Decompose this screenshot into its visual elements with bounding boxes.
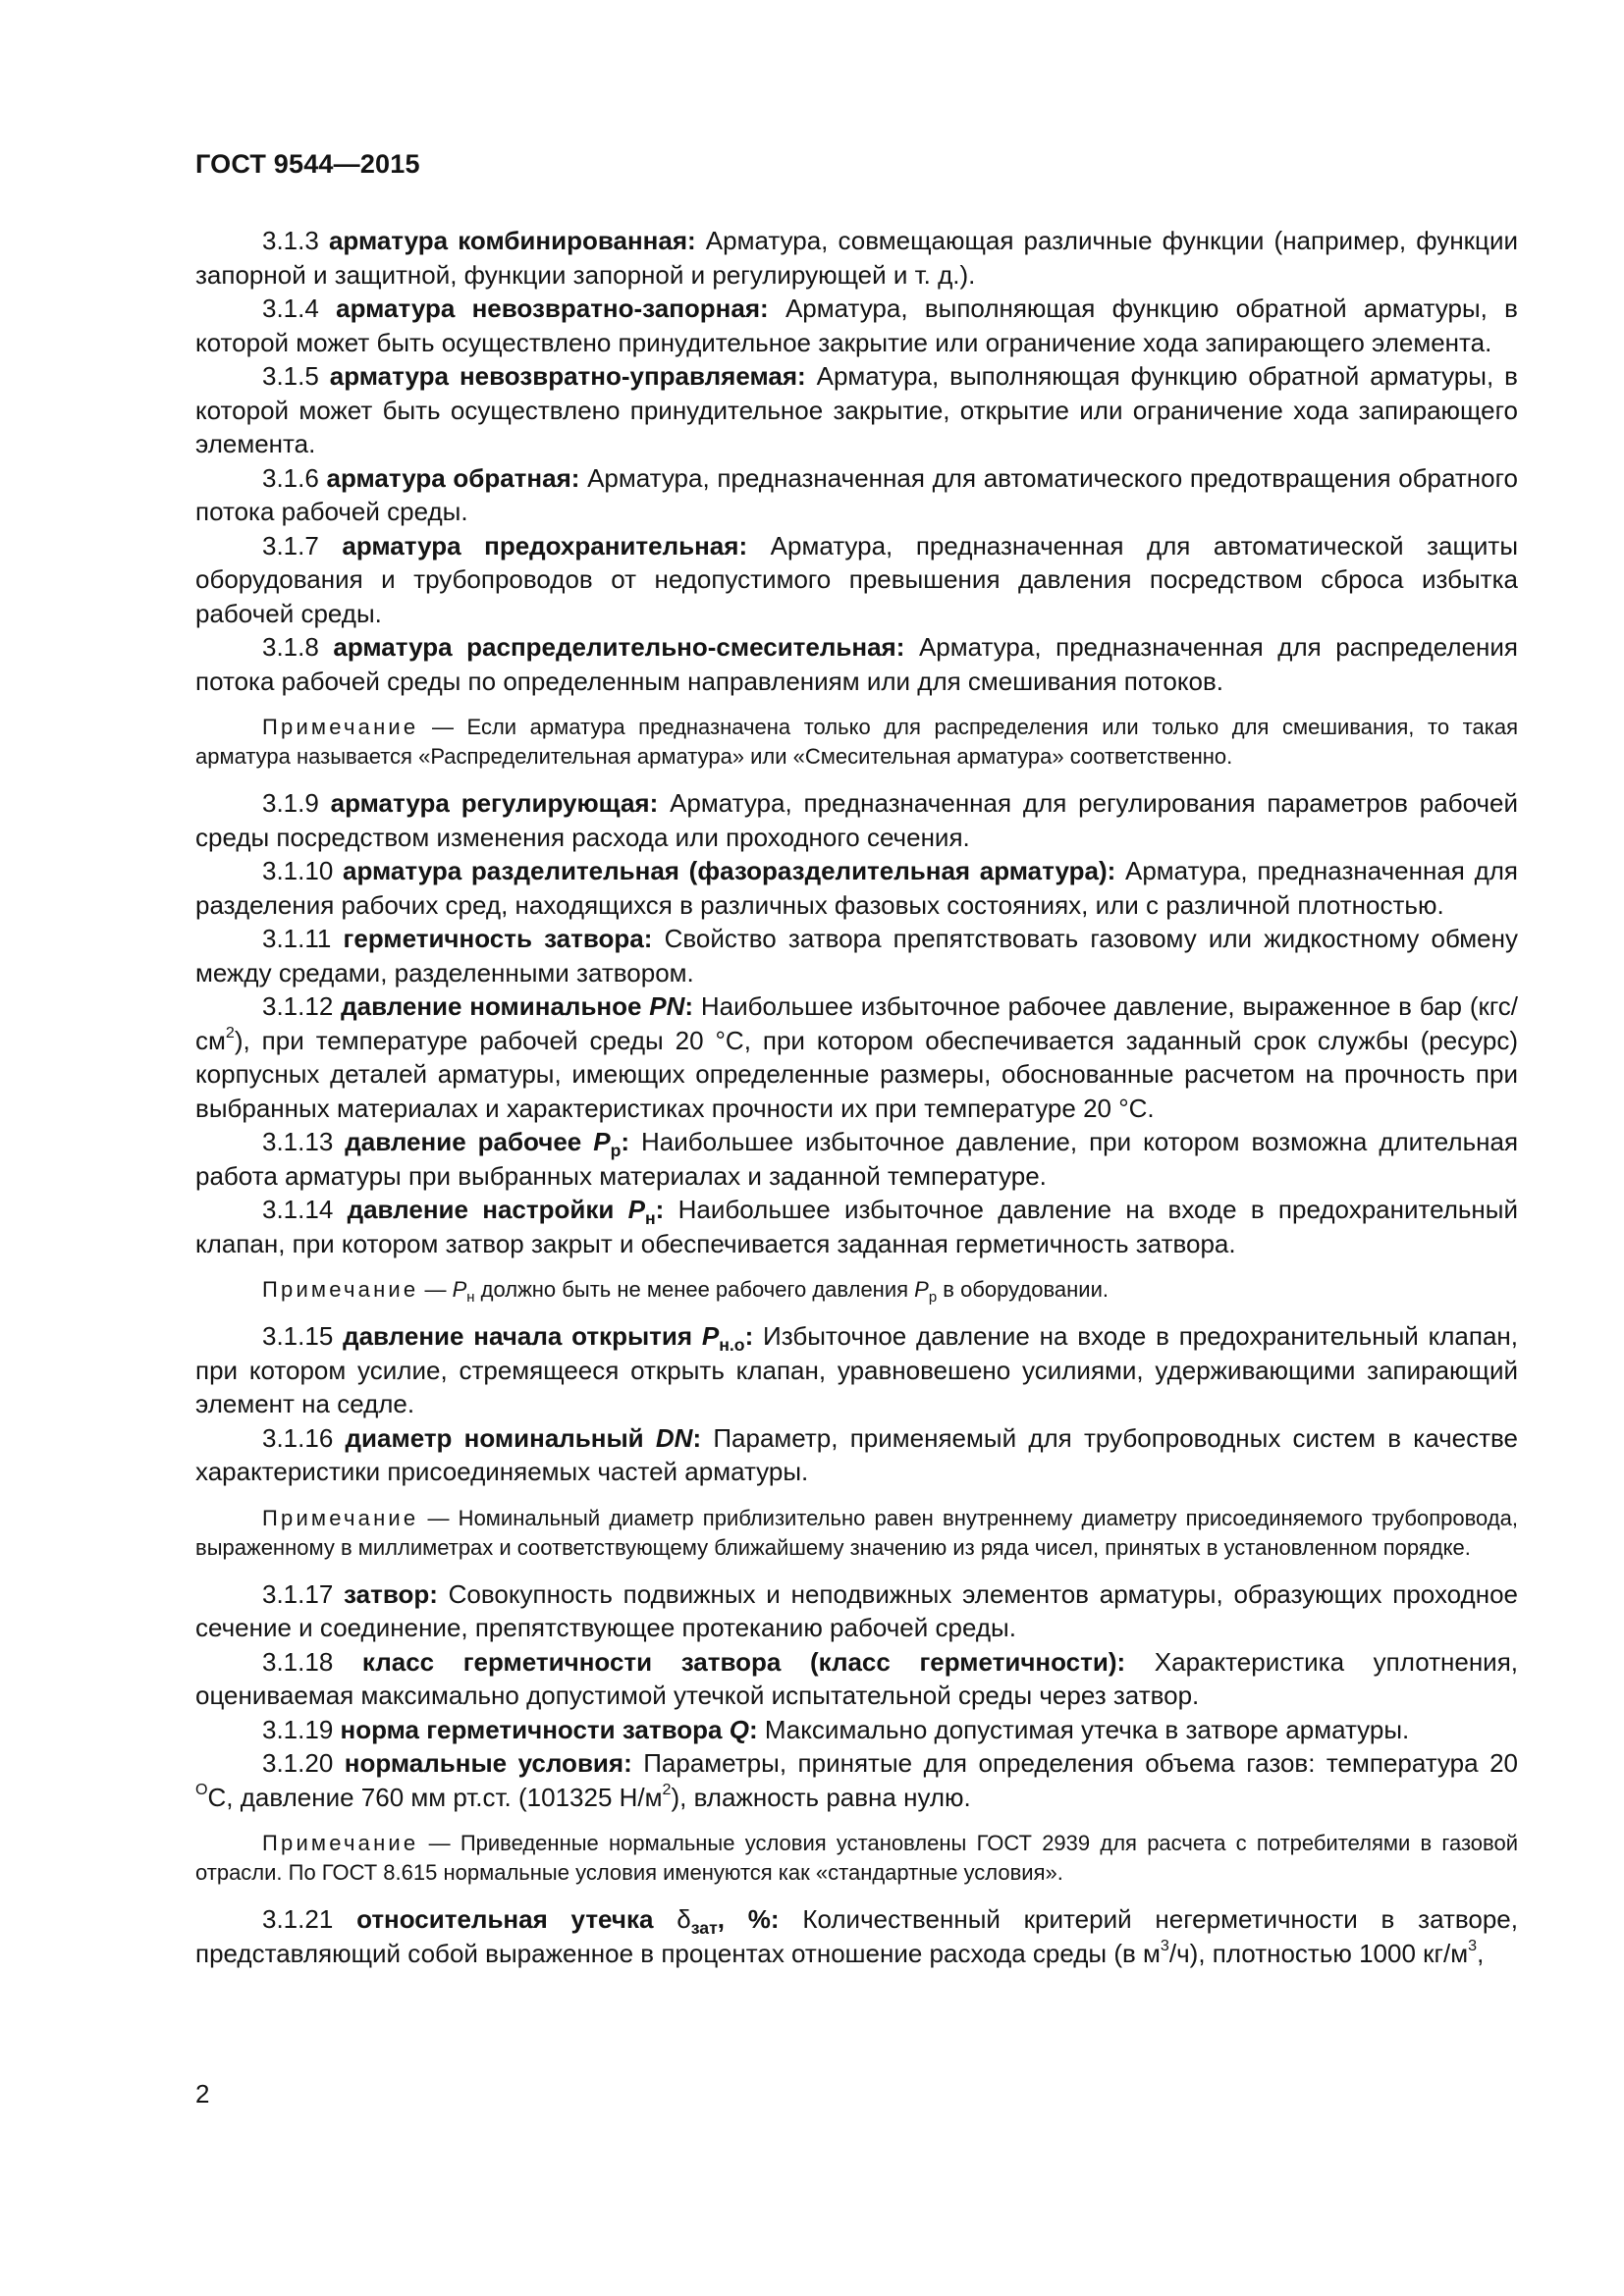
note-label: Примечание <box>262 1277 419 1302</box>
clause-3-1-19: 3.1.19 норма герметичности затвора Q: Максимально допустимая утечка в затворе арматуры. <box>262 1714 1410 1744</box>
note-label: Примечание <box>262 1831 419 1855</box>
clause-3-1-18: 3.1.18 класс герметичности затвора (класс герметичности): Характеристика уплотнения, оцениваемая максимально допустимой утечкой испытательной среды через затвор. <box>195 1646 1518 1710</box>
term: герметичность затвора: <box>343 924 653 953</box>
document-header: ГОСТ 9544—2015 <box>195 149 420 179</box>
clause-3-1-20: 3.1.20 нормальные условия: Параметры, принятые для определения объема газов: температура 20 $^О$С, давление 760 мм рт.ст. (101325 $Н/м^2$), влажность равна нулю. <box>195 1748 1519 1812</box>
clause-3-1-5: 3.1.5 арматура невозвратно-управляемая: Арматура, выполняющая функцию обратной арматуры, в которой может быть осуществлено принудительное закрытие, открытие или ограничение хода запирающего элемента. <box>195 361 1518 458</box>
term: давление настройки $P_н$: <box>347 1195 665 1229</box>
note-3-1-20: Примечание — Приведенные нормальные условия установлены ГОСТ 2939 для расчета с потребителями в газовой отрасли. По ГОСТ 8.615 нормальные условия именуются как «стандартные условия». <box>195 1831 1518 1885</box>
clause-3-1-10: 3.1.10 арматура разделительная (фазоразделительная арматура): Арматура, предназначенная для разделения рабочих сред, находящихся в различных фазовых состояниях, или с различной плотностью. <box>195 856 1518 920</box>
document-body <box>195 224 1518 1970</box>
clause-3-1-11: 3.1.11 герметичность затвора: Свойство затвора препятствовать газовому или жидкостному обмену между средами, разделенными затвором. <box>195 924 1518 988</box>
clause-3-1-12: 3.1.12 давление номинальное PN: Наибольшее избыточное рабочее давление, выраженное в бар $(кгс/см^2)$, при температуре рабочей среды 20 °С, при котором обеспечивается заданный срок службы (ресурс) корпусных деталей арматуры, имеющих определенные размеры, обоснованные расчетом на прочность при выбранных материалах и характеристиках прочности их при температуре 20 °С. <box>195 991 1518 1123</box>
term: арматура регулирующая: <box>330 788 659 818</box>
symbol: P <box>701 1321 720 1351</box>
clause-3-1-6: 3.1.6 арматура обратная: Арматура, предназначенная для автоматического предотвращения обратного потока рабочей среды. <box>195 462 1518 526</box>
clause-3-1-16: 3.1.16 диаметр номинальный DN: Параметр, применяемый для трубопроводных систем в качестве характеристики присоединяемых частей арматуры. <box>195 1422 1518 1486</box>
term: диаметр номинальный DN: <box>345 1422 702 1453</box>
symbol: PN <box>649 991 685 1021</box>
clause-3-1-3: 3.1.3 арматура комбинированная: Арматура, совмещающая различные функции (например, функции запорной и защитной, функции запорной и регулирующей и т. д.). <box>195 226 1518 290</box>
term: арматура невозвратно-управляемая: <box>329 361 806 391</box>
symbol: δ <box>677 1904 691 1934</box>
clause-3-1-14: 3.1.14 давление настройки $P_н$: Наибольшее избыточное давление на входе в предохранительный клапан, при котором затвор закрыт и обеспечивается заданная герметичность затвора. <box>195 1195 1518 1258</box>
term: арматура невозвратно-запорная: <box>336 294 769 323</box>
term: затвор: <box>344 1578 438 1609</box>
clause-3-1-9: 3.1.9 арматура регулирующая: Арматура, предназначенная для регулирования параметров рабочей среды посредством изменения расхода или проходного сечения. <box>195 788 1519 852</box>
term: нормальные условия: <box>344 1748 632 1778</box>
symbol: Q <box>729 1714 749 1744</box>
note-3-1-16: Примечание — Номинальный диаметр приблизительно равен внутреннему диаметру присоединяемого трубопровода, выраженному в миллиметрах и соответствующему ближайшему значению из ряда чисел, принятых в установленном порядке. <box>195 1505 1518 1560</box>
clause-3-1-17: 3.1.17 затвор: Совокупность подвижных и неподвижных элементов арматуры, образующих проходное сечение и соединение, препятствующее протеканию рабочей среды. <box>195 1578 1518 1642</box>
term: арматура распределительно-смесительная: <box>333 632 905 662</box>
term: относительная утечка $\delta_{зат}$, %: <box>356 1904 780 1939</box>
term: арматура разделительная (фазоразделительная арматура): <box>343 856 1116 885</box>
note-label: Примечание <box>262 1505 419 1530</box>
term: норма герметичности затвора Q: <box>340 1714 758 1744</box>
term: давление начала открытия $P_{н.о}$: <box>343 1321 754 1356</box>
clause-3-1-8: 3.1.8 арматура распределительно-смесительная: Арматура, предназначенная для распределения потока рабочей среды по определенным направлениям или для смешивания потоков. <box>195 632 1518 696</box>
symbol: DN <box>655 1422 693 1453</box>
note-3-1-14: Примечание — $P_н$ должно быть не менее рабочего давления $P_р$ в оборудовании. <box>262 1277 1109 1307</box>
clause-3-1-15: 3.1.15 давление начала открытия $P_{н.о}$: Избыточное давление на входе в предохранительный клапан, при котором усилие, стремящееся открыть клапан, уравновешено усилиями, удерживающими запирающий элемент на седле. <box>195 1321 1518 1418</box>
note-label: Примечание <box>262 715 419 739</box>
page-number: 2 <box>195 2079 210 2109</box>
clause-3-1-4: 3.1.4 арматура невозвратно-запорная: Арматура, выполняющая функцию обратной арматуры, в которой может быть осуществлено принудительное закрытие или ограничение хода запирающего элемента. <box>195 294 1518 357</box>
note-3-1-8: Примечание — Если арматура предназначена только для распределения или только для смешивания, то такая арматура называется «Распределительная арматура» или «Смесительная арматура» соответственно. <box>195 715 1518 769</box>
clause-3-1-13: 3.1.13 давление рабочее $P_р$: Наибольшее избыточное давление, при котором возможна длительная работа арматуры при выбранных материалах и заданной температуре. <box>195 1127 1519 1191</box>
clause-3-1-21: 3.1.21 относительная утечка $\delta_{зат}$, %: Количественный критерий негерметичности в затворе, представляющий собой выраженное в процентах отношение расхода среды (в $м^3/ч$), плотностью 1000 $кг/м^3$, <box>195 1904 1518 1968</box>
term: арматура обратная: <box>326 462 580 493</box>
term: давление рабочее $P_р$: <box>345 1127 630 1161</box>
term: арматура комбинированная: <box>328 226 696 255</box>
symbol: P <box>593 1127 611 1156</box>
term: арматура предохранительная: <box>342 530 748 561</box>
clause-3-1-7: 3.1.7 арматура предохранительная: Арматура, предназначенная для автоматической защиты оборудования и трубопроводов от недопустимого превышения давления посредством сброса избытка рабочей среды. <box>195 530 1519 628</box>
term: класс герметичности затвора (класс герметичности): <box>361 1646 1126 1677</box>
symbol: P <box>627 1195 645 1224</box>
term: давление номинальное PN: <box>341 991 694 1021</box>
